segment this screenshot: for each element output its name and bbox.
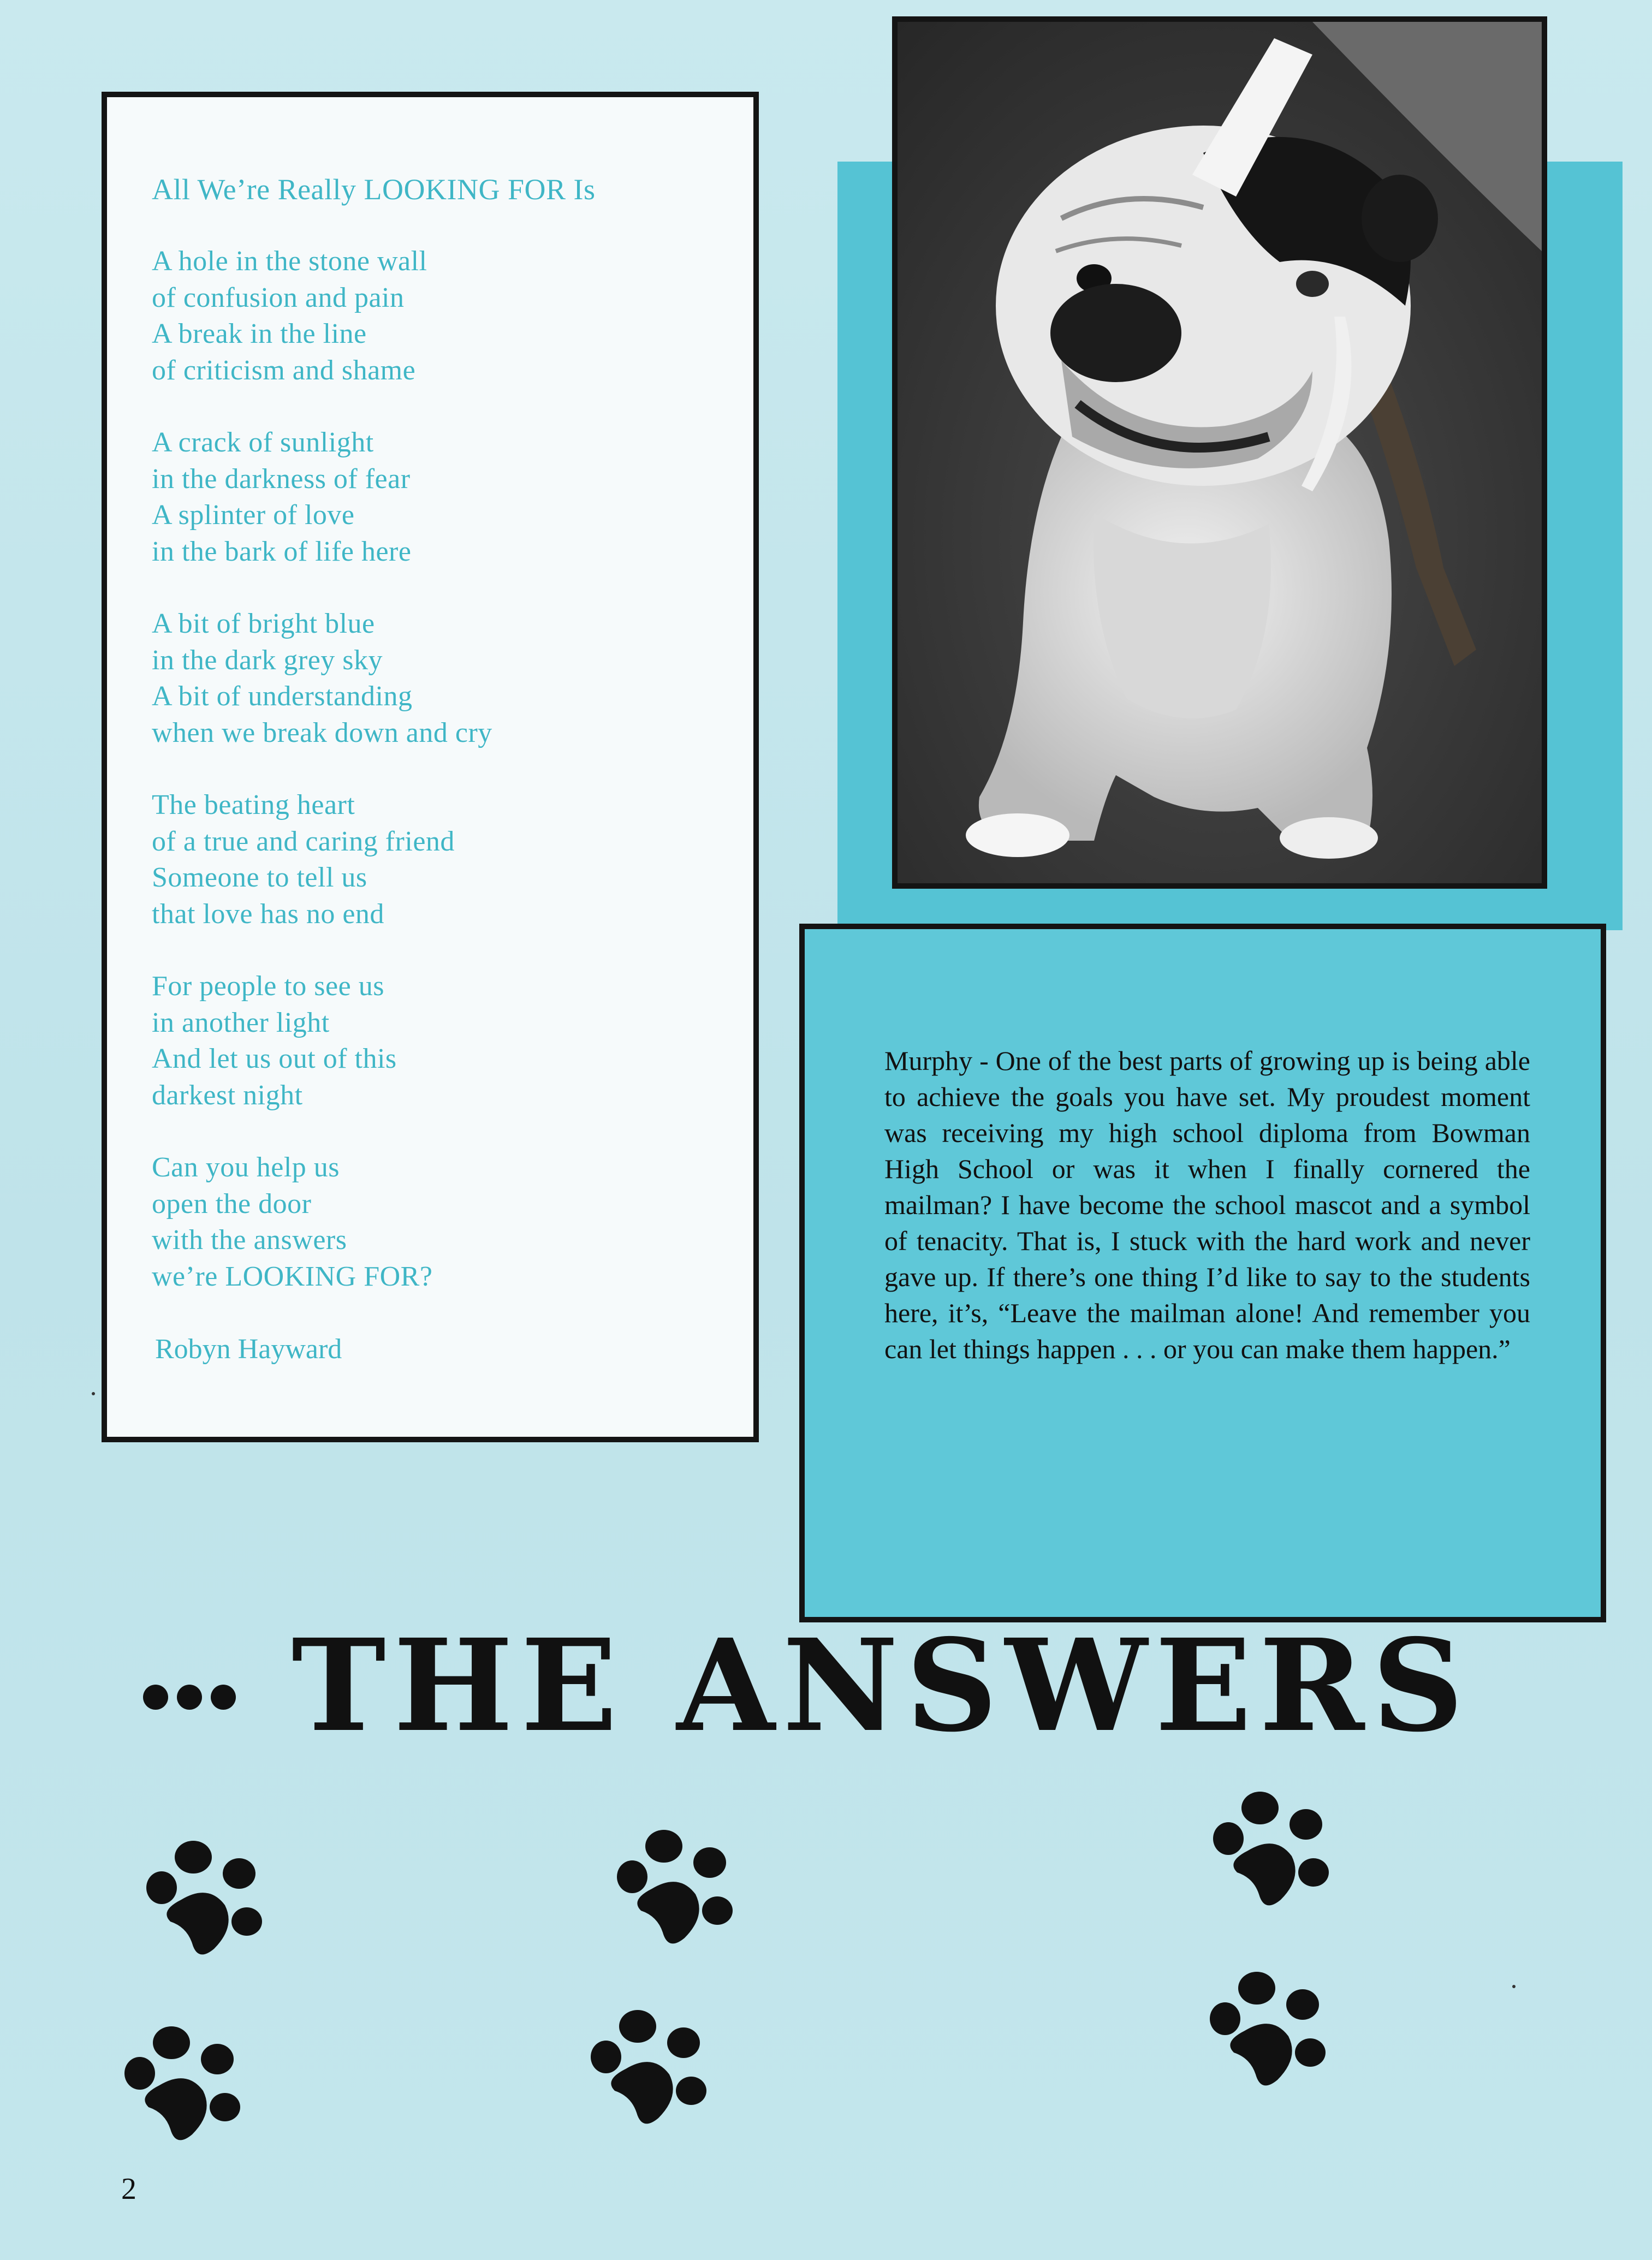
poem-line: A bit of understanding [152, 681, 413, 712]
poem-line: we’re LOOKING FOR? [152, 1260, 433, 1292]
poem-line: of criticism and shame [152, 354, 416, 386]
poem-line: Can you help us [152, 1152, 340, 1183]
poem-stanza [152, 1150, 432, 1295]
poem-line: A hole in the stone wall [152, 246, 427, 277]
poem-author: Robyn Hayward [155, 1334, 342, 1365]
ellipsis-dots [143, 1622, 245, 1749]
poem-line: And let us out of this [152, 1043, 397, 1074]
poem-line: A crack of sunlight [152, 427, 374, 458]
poem-line: A break in the line [152, 318, 367, 349]
answers-heading-text: THE ANSWERS [292, 1611, 1471, 1760]
poem-line: with the answers [152, 1224, 347, 1256]
paw-print-icon [614, 1829, 750, 1954]
paw-print-icon [121, 2025, 258, 2151]
poem-stanza [152, 787, 455, 932]
paw-print-icon [143, 1840, 280, 1965]
mascot-quote: Murphy - One of the best parts of growing up is being able to achieve the goals you have set. My proudest moment was receiving my high school diploma from Bowman High School or was it when I finally cornered the mailman? I have become the school mascot and a symbol of tenacity. That is, I stuck with the hard work and never gave up. If there’s one thing I’d like to say to the students here, it’s, “Leave the mailman alone! And remember you can let things happen . . . or you can make them happen.” [884, 1045, 1530, 1364]
poem-line: in another light [152, 1007, 330, 1038]
page-number: 2 [121, 2172, 136, 2206]
poem-line: in the bark of life here [152, 536, 412, 567]
bulldog-illustration [898, 22, 1542, 883]
poem-line: The beating heart [152, 789, 355, 820]
poem-stanza [152, 425, 411, 570]
paw-print-icon [1207, 1971, 1343, 2096]
poem-line: A splinter of love [152, 499, 355, 531]
poem-line: Someone to tell us [152, 862, 367, 893]
poem-line: of a true and caring friend [152, 825, 455, 857]
answers-heading [143, 1611, 1471, 1760]
poem-line: in the darkness of fear [152, 463, 411, 495]
poem-line: darkest night [152, 1079, 303, 1111]
paw-print-icon [587, 2009, 724, 2134]
poem-line: that love has no end [152, 898, 384, 930]
poem-stanza [152, 606, 492, 751]
poem-stanza [152, 243, 427, 389]
poem-line: open the door [152, 1188, 312, 1220]
bulldog-photo [892, 16, 1547, 889]
poem-line: in the dark grey sky [152, 644, 383, 676]
poem-line: when we break down and cry [152, 717, 492, 748]
poem-title: All We’re Really LOOKING FOR Is [152, 173, 596, 206]
print-speck [92, 1392, 95, 1395]
poem-stanza [152, 968, 397, 1114]
poem-line: A bit of bright blue [152, 608, 375, 639]
poem-line: of confusion and pain [152, 282, 405, 313]
print-speck [1512, 1985, 1516, 1988]
paw-print-icon [1210, 1791, 1346, 1916]
poem-line: For people to see us [152, 971, 384, 1002]
